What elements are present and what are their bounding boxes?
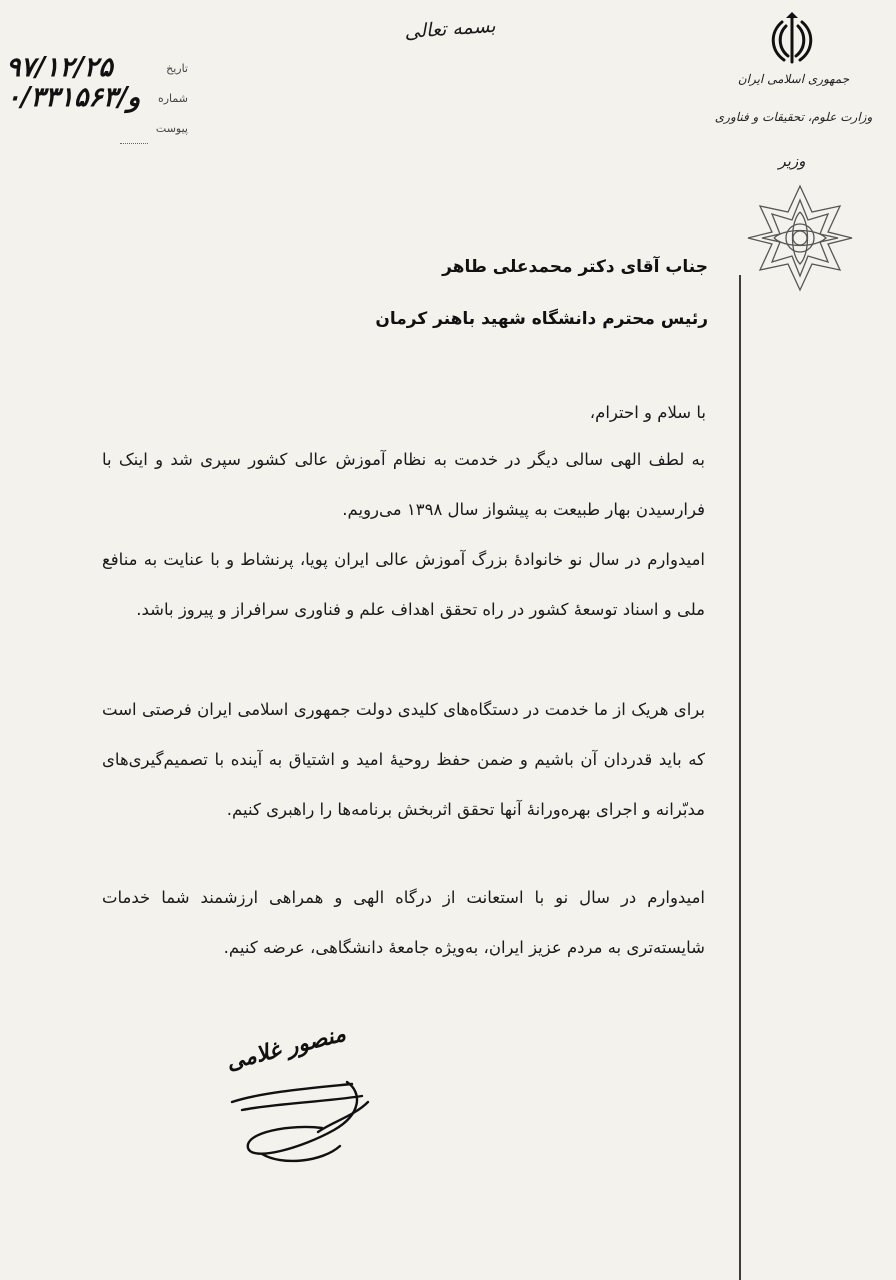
attachment-row — [0, 118, 200, 148]
attachment-line — [120, 143, 148, 144]
signatory-name: منصور غلامی — [223, 1020, 349, 1076]
emblem-icon — [762, 10, 822, 70]
attachment-label: پیوست — [155, 122, 188, 135]
paragraph-3: برای هریک از ما خدمت در دستگاه‌های کلیدی دولت جمهوری اسلامی ایران فرصتی است که باید قدردان آن باشیم و ضمن حفظ روحیۀ امید و اشتیاق به آینده با تصمیم‌گیری‌های مدبّرانه و اجرای بهره‌ورانۀ آنها تحقق اثربخش برنامه‌ها را راهبری کنیم. — [102, 700, 705, 819]
number-row — [0, 82, 200, 118]
number-label: شماره — [157, 92, 188, 105]
number-value: ۰/۳۳۱۵۶۳/و — [6, 82, 141, 113]
signature-icon — [222, 1062, 382, 1172]
country-name: جمهوری اسلامی ایران — [737, 72, 850, 86]
paragraph-2: امیدوارم در سال نو خانوادۀ بزرگ آموزش عالی ایران پویا، پرنشاط و با عنایت به منافع ملی و اسناد توسعۀ کشور در راه تحقق اهداف علم و فناوری سرافراز و پیروز باشد. — [102, 550, 705, 619]
paragraph-4: امیدوارم در سال نو با استعانت از درگاه الهی و همراهی ارزشمند شما خدمات شایسته‌تری به مردم عزیز ایران، به‌ویژه جامعۀ دانشگاهی، عرضه کنیم. — [102, 888, 705, 957]
addressee-name: جناب آقای دکتر محمدعلی طاهر — [442, 257, 708, 277]
addressee-title: رئیس محترم دانشگاه شهید باهنر کرمان — [375, 309, 708, 329]
margin-rule — [739, 275, 741, 1280]
letter-meta — [0, 52, 200, 148]
invocation: بسمه تعالی — [403, 14, 497, 44]
greeting: با سلام و احترام، — [589, 403, 706, 422]
ornament-icon — [744, 182, 856, 294]
paragraph-1: به لطف الهی سالی دیگر در خدمت به نظام آموزش عالی کشور سپری شد و اینک با فرارسیدن بهار طبیعت به پیشواز سال ۱۳۹۸ می‌رویم. — [102, 450, 705, 519]
date-label: تاریخ — [166, 62, 188, 75]
date-value: ۹۷/۱۲/۲۵ — [6, 52, 113, 83]
ministry-name: وزارت علوم، تحقیقات و فناوری — [714, 110, 873, 124]
office-title: وزیر — [778, 152, 806, 170]
